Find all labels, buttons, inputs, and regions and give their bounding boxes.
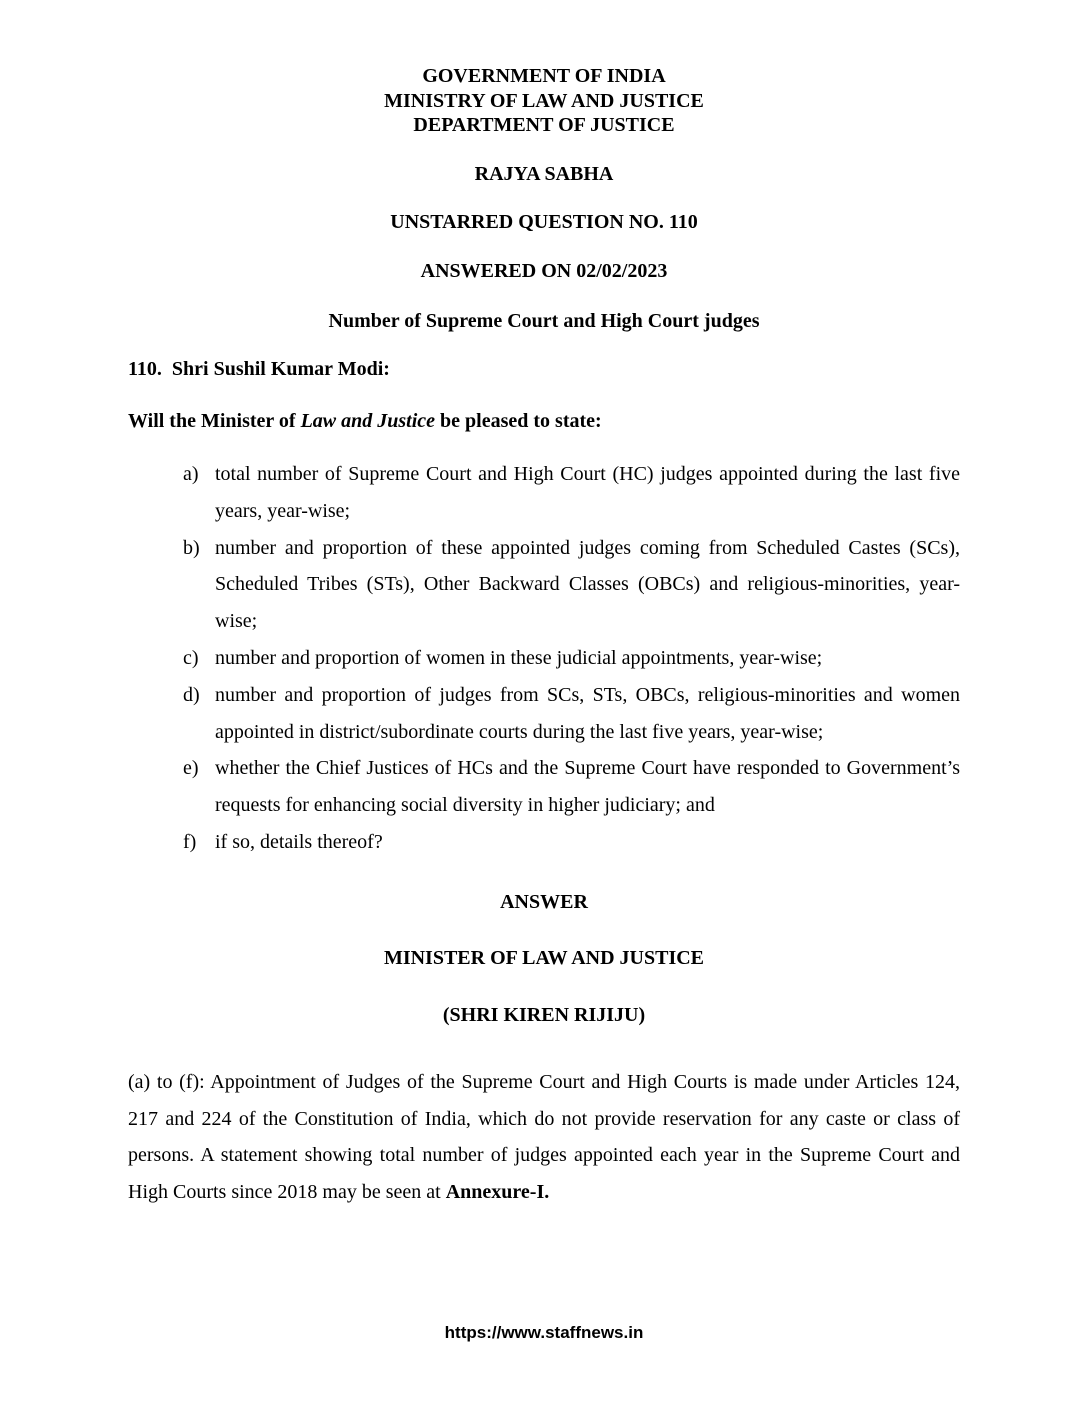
question-item <box>128 640 960 677</box>
item-text: total number of Supreme Court and High Court (HC) judges appointed during the last five years, year-wise; <box>215 463 960 522</box>
question-list <box>128 456 960 861</box>
house-name: RAJYA SABHA <box>474 163 614 185</box>
question-intro <box>128 410 960 433</box>
item-marker: d) <box>183 683 200 706</box>
question-item <box>128 456 960 530</box>
intro-pre: Will the Minister of <box>128 410 301 432</box>
intro-ministry: Law and Justice <box>300 410 436 432</box>
minister-title: MINISTER OF LAW AND JUSTICE <box>383 947 705 969</box>
document-header <box>0 64 1088 138</box>
item-text: number and proportion of women in these judicial appointments, year-wise; <box>215 646 823 669</box>
answer-text: (a) to (f): Appointment of Judges of the Supreme Court and High Courts is made under Articles 124, 217 and 224 of the Constitution of India, which do not provide reservation for any caste or class of persons. A statement showing total number of judges appointed each year in the Supreme Court and High Courts since 2018 may be seen at <box>128 1071 960 1203</box>
minister-name: (SHRI KIREN RIJIJU) <box>442 1004 646 1026</box>
question-item <box>128 677 960 751</box>
question-number: UNSTARRED QUESTION NO. 110 <box>390 211 698 233</box>
intro-post: be pleased to state: <box>435 410 602 432</box>
question-asker: 110. Shri Sushil Kumar Modi: <box>128 358 390 380</box>
header-ministry: MINISTRY OF LAW AND JUSTICE <box>384 89 704 112</box>
answer-body <box>128 1064 960 1210</box>
question-item <box>128 530 960 640</box>
header-department: DEPARTMENT OF JUSTICE <box>413 114 675 136</box>
item-text: if so, details thereof? <box>215 830 383 853</box>
item-marker: f) <box>183 830 197 853</box>
item-marker: c) <box>183 646 199 669</box>
item-marker: a) <box>183 463 199 485</box>
header-government: GOVERNMENT OF INDIA <box>422 65 666 87</box>
footer-url[interactable]: https://www.staffnews.in <box>444 1323 644 1342</box>
item-text: number and proportion of judges from SCs, STs, OBCs, religious-minorities and women appointed in district/subordinate courts during the last five years, year-wise; <box>215 683 960 743</box>
question-subject: Number of Supreme Court and High Court judges <box>328 310 760 332</box>
item-text: whether the Chief Justices of HCs and the Supreme Court have responded to Government’s requests for enhancing social diversity in higher judiciary; and <box>215 757 960 817</box>
item-text: number and proportion of these appointed judges coming from Scheduled Castes (SCs), Scheduled Tribes (STs), Other Backward Classes (OBCs) and religious-minorities, year-wise; <box>215 536 960 633</box>
question-item <box>128 750 960 824</box>
answer-heading: ANSWER <box>500 891 588 913</box>
question-item <box>128 824 960 861</box>
answered-date: ANSWERED ON 02/02/2023 <box>420 260 668 282</box>
item-marker: e) <box>183 757 199 780</box>
item-marker: b) <box>183 536 200 559</box>
annexure-reference: Annexure-I. <box>445 1180 550 1203</box>
